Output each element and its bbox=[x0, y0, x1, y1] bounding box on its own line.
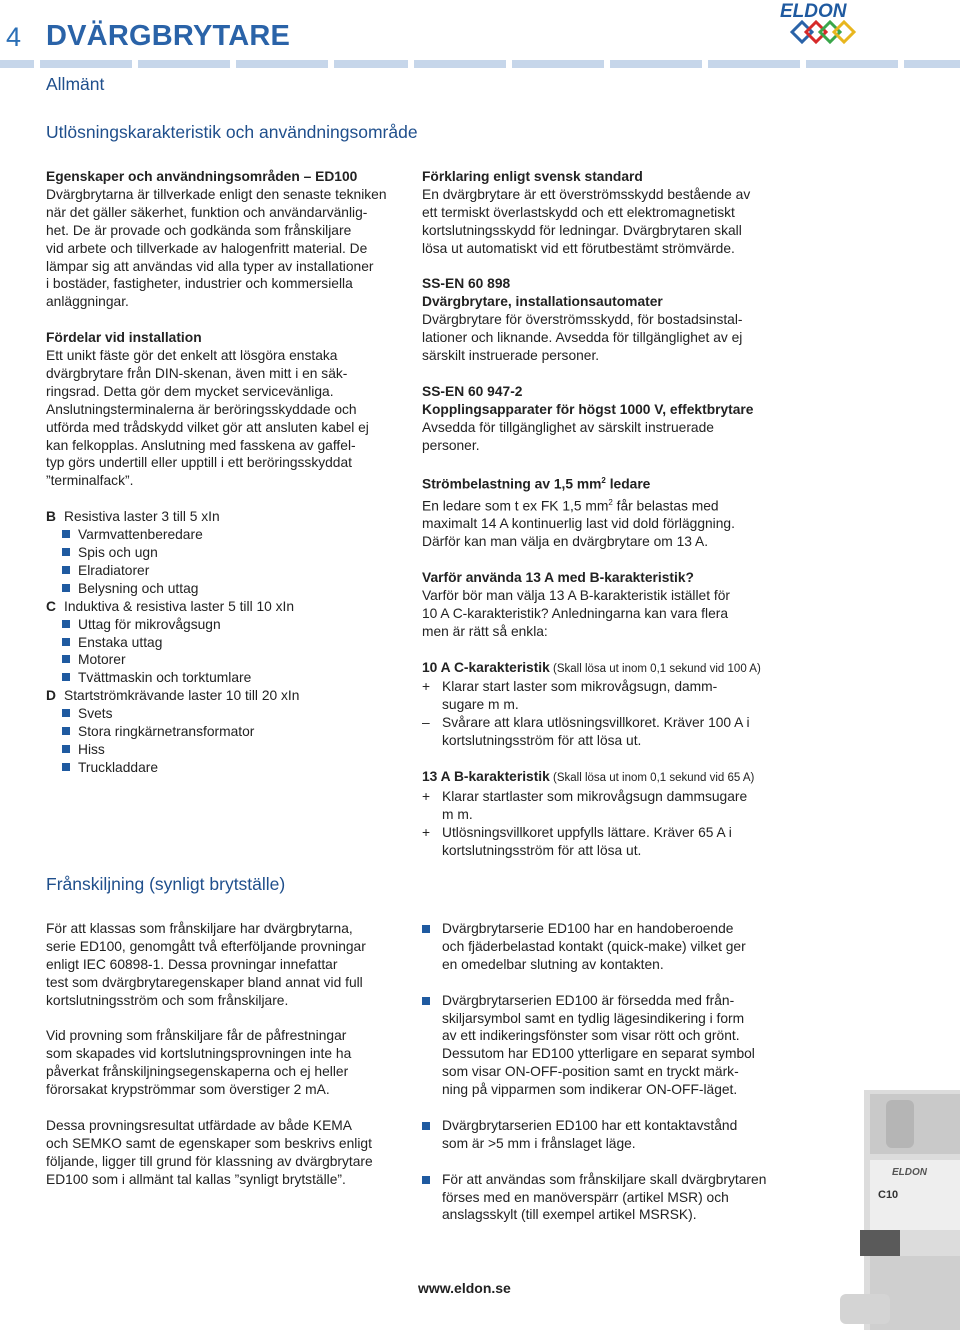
text-line: som är >5 mm i frånslaget läge. bbox=[442, 1135, 636, 1151]
text-line: ett termiskt överlastskydd och ett elektromagnetiskt bbox=[422, 204, 735, 220]
standard-code: SS-EN 60 947-2 bbox=[422, 383, 523, 399]
left-column bbox=[46, 168, 406, 777]
text-line: och SEMKO samt de egenskaper som beskrivs enligt bbox=[46, 1135, 372, 1151]
bullet-icon bbox=[62, 709, 70, 717]
text-line: Dessa provningsresultat utfärdade av både KEMA bbox=[46, 1117, 353, 1133]
group-b: B Resistiva laster 3 till 5 xIn bbox=[46, 509, 220, 525]
text-line: av ett indikeringsfönster som visar rött och grönt. bbox=[442, 1028, 740, 1044]
text-line: förorsakat krypströmmar som överstiger 2 mA. bbox=[46, 1082, 330, 1098]
bullet-icon bbox=[62, 584, 70, 592]
text-line: För att användas som frånskiljare skall dvärgbrytaren bbox=[442, 1171, 767, 1187]
right-column bbox=[422, 168, 792, 860]
text-line: kan felkopplas. Anslutning med fasskena av gaffel- bbox=[46, 437, 356, 453]
footer-url[interactable]: www.eldon.se bbox=[418, 1280, 511, 1296]
list-item: Belysning och uttag bbox=[46, 580, 406, 598]
text-line: personer. bbox=[422, 437, 480, 453]
list-item: Stora ringkärnetransformator bbox=[46, 723, 406, 741]
heading-fordelar: Fördelar vid installation bbox=[46, 330, 202, 346]
list-item-continued: m m. bbox=[442, 806, 473, 822]
text-line: typ görs undertill eller upptill i ett beröringsskyddat bbox=[46, 455, 352, 471]
bullet-icon bbox=[422, 1176, 430, 1184]
bullet-icon bbox=[62, 530, 70, 538]
bottom-right-column bbox=[422, 920, 792, 1224]
bullet-icon bbox=[422, 925, 430, 933]
text-line: en omedelbar slutning av kontakten. bbox=[442, 956, 664, 972]
list-item: – Svårare att klara utlösningsvillkoret. Kräver 100 A i bbox=[422, 715, 750, 731]
text-line: utförda med trådskydd vilket gör att ansluten kabel ej bbox=[46, 419, 369, 435]
list-item bbox=[422, 1117, 792, 1153]
text-line: Dvärgbrytarserien ED100 är försedda med från- bbox=[442, 992, 735, 1008]
list-item-continued: kortslutningsström för att lösa ut. bbox=[442, 733, 642, 749]
text-line: serie ED100, genomgått två efterföljande provningar bbox=[46, 938, 366, 954]
text-line: som skapades vid kortslutningsprovningen inte ha bbox=[46, 1046, 352, 1062]
text-line: Dvärgbrytarna är tillverkade enligt den senaste tekniken bbox=[46, 186, 387, 202]
list-item: Svets bbox=[46, 705, 406, 723]
bullet-icon bbox=[422, 1122, 430, 1130]
bullet-icon bbox=[422, 997, 430, 1005]
bullet-icon bbox=[62, 548, 70, 556]
text-line: lationer och liknande. Avsedda för tillgänglighet av ej bbox=[422, 330, 743, 346]
heading-strombelastning: Strömbelastning av 1,5 $mm^2$ ledare bbox=[422, 476, 651, 492]
text-line: skiljarsymbol samt en tydlig lägesindikering i form bbox=[442, 1010, 745, 1026]
text-line: som visar ON-OFF-position samt en tryckt märk- bbox=[442, 1064, 739, 1080]
text-line: särskilt instruerade personer. bbox=[422, 348, 600, 364]
bullet-icon bbox=[62, 566, 70, 574]
list-item-continued: sugare m m. bbox=[442, 697, 519, 713]
bullet-icon bbox=[62, 655, 70, 663]
list-item: Motorer bbox=[46, 651, 406, 669]
text-line: ning på vipparmen som indikerar ON-OFF-läget. bbox=[442, 1082, 738, 1098]
breaker-brand-label: ELDON bbox=[892, 1167, 927, 1178]
bullet-icon bbox=[62, 620, 70, 628]
standard-title: Kopplingsapparater för högst 1000 V, effektbrytare bbox=[422, 401, 754, 417]
heading-varfor: Varför använda 13 A med B-karakteristik? bbox=[422, 570, 694, 586]
text-line: 10 A C-karakteristik? Anledningarna kan vara flera bbox=[422, 605, 729, 621]
logo-wordmark: ELDON bbox=[780, 1, 847, 22]
group-d: D Startströmkrävande laster 10 till 20 xIn bbox=[46, 688, 300, 704]
text-line: ringsrad. Detta gör dem mycket servicevänliga. bbox=[46, 383, 334, 399]
list-item: Enstaka uttag bbox=[46, 634, 406, 652]
list-item bbox=[422, 992, 792, 1099]
text-line: En dvärgbrytare är ett överströmsskydd bestående av bbox=[422, 186, 751, 202]
bullet-icon bbox=[62, 638, 70, 646]
heading-forklaring: Förklaring enligt svensk standard bbox=[422, 169, 643, 184]
bullet-icon bbox=[62, 745, 70, 753]
text-line: vid arbete och tillverkade av halogenfritt material. De bbox=[46, 240, 368, 256]
header-divider bbox=[0, 60, 960, 68]
text-line: lämpar sig att användas vid alla typer av installationer bbox=[46, 258, 374, 274]
list-item: + Klarar start laster som mikrovågsugn, damm- bbox=[422, 679, 718, 695]
text-line: het. De är provade och godkända som frånskiljare bbox=[46, 222, 352, 238]
breaker-photo bbox=[830, 1080, 960, 1330]
list-item: Varmvattenberedare bbox=[46, 526, 406, 544]
text-line: Anslutningsterminalerna är beröringsskyddade och bbox=[46, 401, 357, 417]
text-line: Dvärgbrytare för överströmsskydd, för bostadsinstal- bbox=[422, 312, 743, 328]
list-item: + Klarar startlaster som mikrovågsugn dammsugare bbox=[422, 788, 748, 804]
bullet-icon bbox=[62, 673, 70, 681]
heading-b-karakteristik: 13 A B-karakteristik (Skall lösa ut inom 0,1 sekund vid 65 A) bbox=[422, 769, 755, 784]
text-line: anläggningar. bbox=[46, 294, 129, 310]
section-heading-utlosning: Utlösningskarakteristik och användningsområde bbox=[46, 122, 418, 142]
list-item: + Utlösningsvillkoret uppfylls lättare. Kräver 65 A i bbox=[422, 824, 732, 840]
list-item: Uttag för mikrovågsugn bbox=[46, 616, 406, 634]
text-line: kortslutningsström och som frånskiljare. bbox=[46, 992, 289, 1008]
text-line: Varför bör man välja 13 A B-karakteristik istället för bbox=[422, 587, 730, 603]
list-item: Truckladdare bbox=[46, 759, 406, 777]
text-line: och fjäderbelastad kontakt (quick-make) vilket ger bbox=[442, 938, 746, 954]
text-line: Dessutom har ED100 ytterligare en separat symbol bbox=[442, 1046, 755, 1062]
bottom-left-column bbox=[46, 920, 406, 1189]
list-item: Tvättmaskin och torktumlare bbox=[46, 669, 406, 687]
text-line: Vid provning som frånskiljare får de påfrestningar bbox=[46, 1028, 347, 1044]
section-heading-allmant: Allmänt bbox=[46, 74, 105, 94]
list-item: Spis och ugn bbox=[46, 544, 406, 562]
text-line: dvärgbrytare från DIN-skenan, även mitt i en säk- bbox=[46, 365, 348, 381]
heading-c-karakteristik: 10 A C-karakteristik (Skall lösa ut inom 0,1 sekund vid 100 A) bbox=[422, 659, 761, 675]
bullet-icon bbox=[62, 727, 70, 735]
text-line: Dvärgbrytarserie ED100 har en handoberoende bbox=[442, 921, 734, 936]
text-line: lösa ut automatiskt vid ett förutbestämt strömvärde. bbox=[422, 240, 735, 256]
section-heading-franskiljning: Frånskiljning (synligt brytställe) bbox=[46, 874, 286, 894]
text-line: Dvärgbrytarserien ED100 har ett kontaktavstånd bbox=[442, 1117, 738, 1133]
page-number: 4 bbox=[6, 22, 22, 52]
text-line: anslagsskylt (till exempel artikel MSRSK). bbox=[442, 1207, 697, 1223]
standard-title: Dvärgbrytare, installationsautomater bbox=[422, 294, 663, 310]
text-line: En ledare som t ex FK 1,5 $mm^2$ får belastas med bbox=[422, 497, 719, 514]
standard-code: SS-EN 60 898 bbox=[422, 276, 511, 292]
list-item bbox=[422, 920, 792, 974]
group-c: C Induktiva & resistiva laster 5 till 10 xIn bbox=[46, 598, 295, 614]
list-item bbox=[422, 1171, 792, 1225]
text-line: enligt IEC 60898-1. Dessa provningar innefattar bbox=[46, 956, 338, 972]
text-line: följande, ligger till grund för klassning av dvärgbrytare bbox=[46, 1153, 373, 1169]
text-line: För att klassas som frånskiljare har dvärgbrytarna, bbox=[46, 921, 353, 936]
text-line: Avsedda för tillgänglighet av särskilt instruerade bbox=[422, 419, 714, 435]
text-line: i bostäder, fastigheter, industrier och kommersiella bbox=[46, 276, 353, 292]
text-line: Därför kan man välja en dvärgbrytare om 13 A. bbox=[422, 534, 709, 550]
text-line: maximalt 14 A kontinuerlig last vid dold förläggning. bbox=[422, 516, 735, 532]
text-line: ”terminalfack”. bbox=[46, 473, 134, 489]
breaker-model-label: C10 bbox=[878, 1189, 899, 1201]
list-item: Elradiatorer bbox=[46, 562, 406, 580]
text-line: kortslutningsskydd för ledningar. Dvärgbrytaren skall bbox=[422, 222, 742, 238]
page-title: DVÄRGBRYTARE bbox=[46, 20, 291, 52]
list-item: Hiss bbox=[46, 741, 406, 759]
eldon-logo bbox=[778, 0, 868, 62]
text-line: test som dvärgbrytaregenskaper bland annat vid full bbox=[46, 974, 363, 990]
list-item-continued: kortslutningsström för att lösa ut. bbox=[442, 842, 642, 858]
text-line: men är rätt så enkla: bbox=[422, 623, 548, 639]
text-line: förses med en manöverspärr (artikel MSR) och bbox=[442, 1189, 729, 1205]
text-line: Ett unikt fäste gör det enkelt att lösgöra enstaka bbox=[46, 348, 338, 364]
bullet-icon bbox=[62, 763, 70, 771]
text-line: ED100 som i allmänt tal kallas ”synligt brytställe”. bbox=[46, 1171, 346, 1187]
text-line: påverkat frånskiljningsegenskaperna och ej heller bbox=[46, 1064, 349, 1080]
heading-egenskaper: Egenskaper och användningsområden – ED100 bbox=[46, 169, 358, 184]
text-line: när det gäller säkerhet, funktion och användarvänlig- bbox=[46, 204, 368, 220]
